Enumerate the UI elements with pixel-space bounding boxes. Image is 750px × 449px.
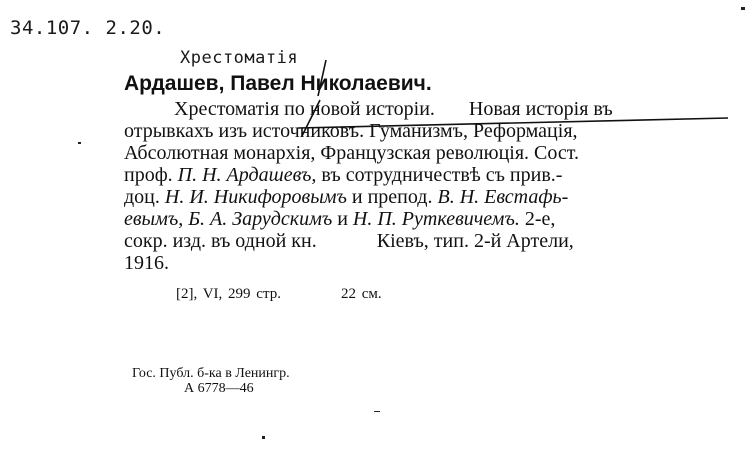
author-heading: Ардашев, Павел Николаевич. (124, 72, 432, 95)
title-text: Хрестоматія по новой исторіи. (174, 98, 435, 120)
body-line-6: евымъ, Б. А. Зарудскимъ и Н. П. Руткевичемъ. 2-е, (124, 208, 556, 230)
body-line-3: Абсолютная монархія, Французская революція. Сост. (124, 142, 579, 164)
speck (262, 436, 265, 439)
speck (374, 411, 380, 412)
collation (176, 286, 382, 303)
body-line-7: сокр. изд. въ одной кн. Кіевъ, тип. 2-й Артели, (124, 230, 574, 252)
speck (78, 142, 81, 144)
collaborator-2: В. Н. Евстафь- (437, 186, 569, 208)
description-body (124, 98, 724, 274)
body-line-2: отрывкахъ изъ источниковъ. Гуманизмъ, Реформація, (124, 120, 578, 142)
collaborator-1: Н. И. Никифоровымъ (164, 186, 347, 208)
compiler-name: П. Н. Ардашевъ, (177, 164, 317, 186)
slash-stroke-upper (318, 60, 326, 96)
call-number: 34.107. 2.20. (10, 17, 166, 39)
edition: 2-е, (524, 208, 556, 230)
stamp-line-1: Гос. Публ. б-ка в Ленингр. (132, 366, 290, 381)
speck (741, 7, 745, 10)
imprint: Кіевъ, тип. 2-й Артели, (376, 230, 574, 252)
pagination: [2], VI, 299 стр. (176, 286, 281, 302)
stamp-line-2: А 6778—46 (184, 381, 254, 396)
body-line-5: доц. Н. И. Никифоровымъ и препод. В. Н. Евстафь- (124, 186, 569, 208)
body-line-4: проф. П. Н. Ардашевъ, въ сотрудничествѣ съ прив.- (124, 164, 563, 186)
library-stamp (132, 366, 290, 396)
handwritten-title: Хрестоматія (180, 48, 299, 68)
body-line-8: 1916. (124, 252, 169, 274)
collaborator-3: евымъ, Б. А. Зарудскимъ (124, 208, 333, 230)
subtitle-text: Новая исторія въ (468, 98, 613, 120)
size: 22 см. (340, 286, 382, 302)
body-line-1 (124, 98, 724, 120)
collaborator-4: Н. П. Руткевичемъ. (352, 208, 520, 230)
